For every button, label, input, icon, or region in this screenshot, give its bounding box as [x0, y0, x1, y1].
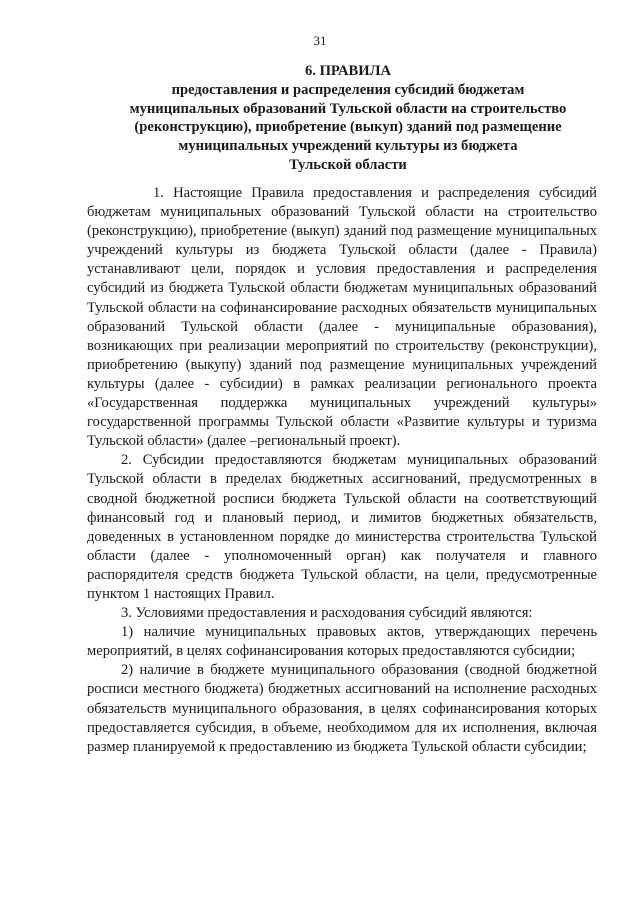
heading-line: предоставления и распределения субсидий бюджетам — [171, 81, 525, 98]
paragraph-3-2: 2) наличие в бюджете муниципального образования (сводной бюджетной росписи местного бюджета) бюджетных ассигнований на исполнение расходных обязательств муниципального образования, в целях софинансирования которых предоставляется субсидия, в объеме, необходимом для их исполнения, включая размер планируемой к предоставлению из бюджета Тульской области субсидии; — [87, 662, 597, 755]
heading-line: Тульской области — [289, 156, 407, 173]
paragraph-3: 3. Условиями предоставления и расходования субсидий являются: — [121, 605, 533, 622]
document-body — [87, 184, 597, 757]
paragraph-3-1: 1) наличие муниципальных правовых актов, утверждающих перечень мероприятий, в целях софинансирования которых предоставляются субсидии; — [87, 624, 597, 660]
heading-line: 6. ПРАВИЛА — [304, 63, 392, 79]
heading-line: муниципальных образований Тульской области на строительство — [129, 100, 567, 117]
document-heading — [80, 62, 616, 175]
heading-line: (реконструкцию), приобретение (выкуп) зданий под размещение — [134, 119, 562, 136]
page-number: 31 — [313, 33, 327, 48]
paragraph-1: 1. Настоящие Правила предоставления и распределения субсидий бюджетам муниципальных образований Тульской области на строительство (реконструкцию), приобретение (выкуп) зданий под размещение муниципальных учреждений культуры из бюджета Тульской области (далее - Правила) устанавливают цели, порядок и условия предоставления и распределения субсидий из бюджета Тульской области бюджетам муниципальных образований Тульской области на софинансирование расходных обязательств муниципальных образований Тульской области (далее - муниципальные образования), возникающих при реализации мероприятий по строительству (реконструкции), приобретению (выкупу) зданий под размещение муниципальных учреждений культуры (далее - субсидии) в рамках реализации регионального проекта «Государственная поддержка муниципальных учреждений культуры» государственной программы Тульской области «Развитие культуры и туризма Тульской области» (далее –региональный проект). — [87, 185, 597, 450]
paragraph-2: 2. Субсидии предоставляются бюджетам муниципальных образований Тульской области в пределах бюджетных ассигнований, предусмотренных в сводной бюджетной росписи бюджета Тульской области на соответствующий финансовый год и плановый период, и лимитов бюджетных обязательств, доведенных в установленном порядке до министерства строительства Тульской области (далее - уполномоченный орган) как получателя и главного распорядителя средств бюджета Тульской области, на цели, предусмотренные пунктом 1 настоящих Правил. — [87, 452, 597, 602]
heading-line: муниципальных учреждений культуры из бюджета — [178, 138, 518, 155]
